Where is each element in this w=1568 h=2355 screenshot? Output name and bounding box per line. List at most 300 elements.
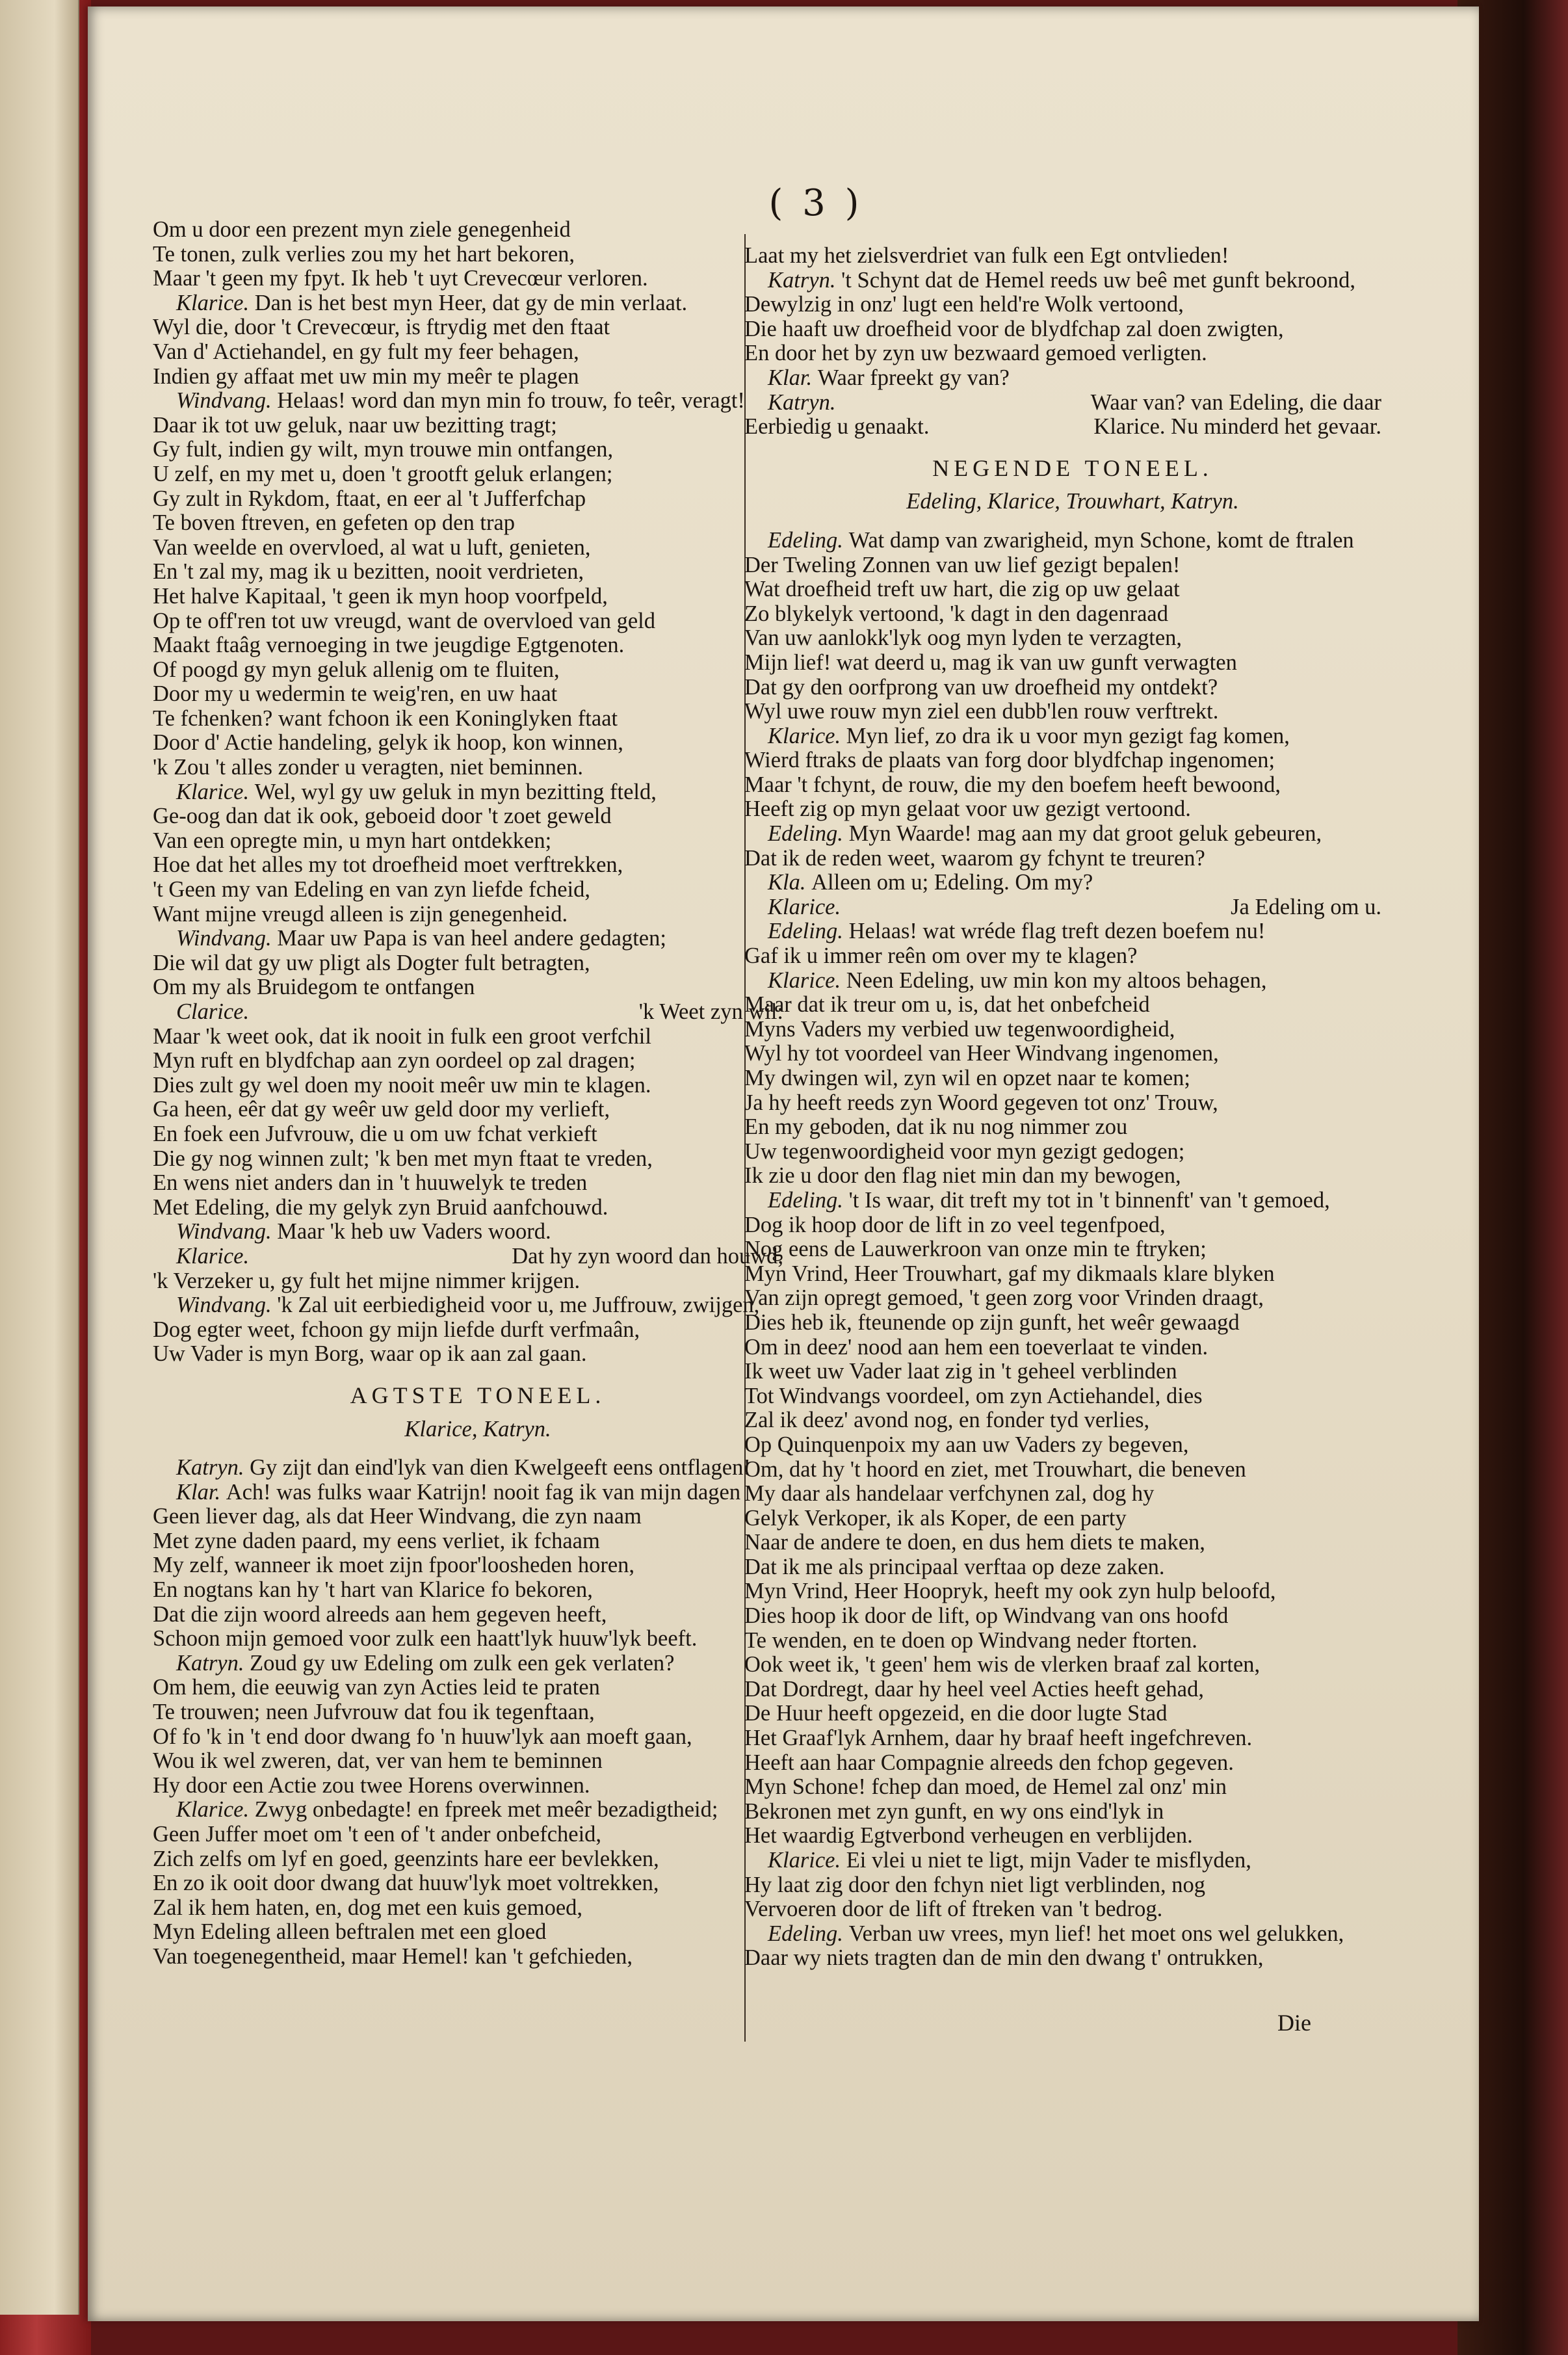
- speaker-name: Windvang.: [176, 926, 278, 951]
- verse-text: Maar uw Papa is van heel andere gedagten;: [277, 926, 666, 951]
- verse-text: Of poogd gy myn geluk allenig om te fluiten,: [153, 657, 560, 682]
- verse-line: [153, 1147, 803, 1172]
- verse-text: Myn lief, zo dra ik u voor myn gezigt fag komen,: [846, 723, 1290, 748]
- verse-text: Het halve Kapitaal, 't geen ik myn hoop voorfpeld,: [153, 583, 608, 609]
- verse-text: Myns Vaders my verbied uw tegenwoordigheid,: [744, 1016, 1175, 1042]
- verse-text: Helaas! word dan myn min fo trouw, fo teêr, veragt!: [277, 388, 745, 414]
- verse-text: Nog eens de Lauwerkroon van onze min te ftryken;: [744, 1237, 1207, 1262]
- verse-text: Dat gy den oorfprong van uw droefheid my ontdekt?: [744, 674, 1218, 700]
- verse-line: [744, 1482, 1401, 1506]
- verse-text: Van weelde en overvloed, al wat u luft, genieten,: [153, 534, 591, 560]
- verse-text: Dies hoop ik door de lift, op Windvang van ons hoofd: [744, 1603, 1229, 1629]
- verse-text: Myn Schone! fchep dan moed, de Hemel zal onz' min: [744, 1774, 1227, 1800]
- verse-line: [153, 609, 803, 634]
- verse-line: [744, 797, 1401, 822]
- verse-text: Met zyne daden paard, my eens verliet, ik fchaam: [153, 1528, 600, 1553]
- verse-line: [153, 682, 803, 707]
- verse-text: Met Edeling, die my gelyk zyn Bruid aanfchouwd.: [153, 1194, 608, 1220]
- speaker-name: Clarice.: [176, 999, 250, 1024]
- verse-text: Van een opregte min, u myn hart ontdekken;: [153, 828, 552, 853]
- verse-line: [153, 731, 803, 756]
- verse-text: Ach! was fulks waar Katrijn! nooit fag ik van mijn dagen: [226, 1479, 741, 1505]
- verse-text: Van zijn opregt gemoed, 't geen zorg voor Vrinden draagt,: [744, 1285, 1264, 1311]
- verse-line: [153, 243, 803, 267]
- scene-9-heading: NEGENDE TONEEL.: [932, 454, 1213, 481]
- verse-line: [153, 1269, 803, 1294]
- verse-text: Maakt ftaâg vernoeging in twe jeugdige Egtgenoten.: [153, 633, 625, 658]
- speaker-name: Edeling.: [768, 527, 849, 553]
- verse-line: [153, 1896, 803, 1921]
- verse-line: [153, 487, 803, 512]
- verse-text: Te wenden, en te doen op Windvang neder ftorten.: [744, 1627, 1197, 1653]
- verse-text-right: 'k Weet zyn wil:: [638, 999, 783, 1024]
- verse-line: [153, 1073, 803, 1098]
- verse-line: [153, 414, 803, 438]
- verse-line: [744, 1824, 1401, 1848]
- verse-text: Om hem, die eeuwig van zyn Acties leid te praten: [153, 1675, 600, 1700]
- speaker-name: Edeling.: [768, 821, 849, 847]
- verse-line: [153, 1025, 803, 1049]
- speaker-name: Katryn.: [768, 267, 842, 293]
- scene-9-characters: Edeling, Klarice, Trouwhart, Katryn.: [906, 489, 1239, 514]
- verse-line: [744, 993, 1401, 1018]
- verse-text: Alleen om u; Edeling. Om my?: [811, 870, 1093, 895]
- verse-text: Dat ik me als principaal verftaa op deze zaken.: [744, 1554, 1165, 1579]
- verse-line: [153, 315, 803, 340]
- verse-line: [153, 1603, 803, 1627]
- verse-text: Myn ruft en blydfchap aan zyn oordeel op zal dragen;: [153, 1048, 636, 1073]
- verse-text: En 't zal my, mag ik u bezitten, nooit verdrieten,: [153, 559, 584, 585]
- verse-line: [153, 291, 803, 316]
- verse-text: Hy door een Actie zou twee Horens overwinnen.: [153, 1772, 590, 1798]
- verse-text: En foek een Jufvrouw, die u om uw fchat verkieft: [153, 1121, 597, 1146]
- verse-text: Van d' Actiehandel, en gy fult my feer behagen,: [153, 339, 579, 364]
- verse-text: Dies zult gy wel doen my nooit meêr uw min te klagen.: [153, 1072, 651, 1098]
- verse-line: [744, 944, 1401, 969]
- verse-line: [153, 780, 803, 805]
- verse-line: [153, 1871, 803, 1896]
- verse-text: En zo ik ooit door dwang dat huuw'lyk moet voltrekken,: [153, 1871, 659, 1896]
- verse-text: Wou ik wel zweren, dat, ver van hem te beminnen: [153, 1748, 603, 1774]
- verse-text: Dat Dordregt, daar hy heel veel Acties heeft gehad,: [744, 1676, 1204, 1702]
- verse-text: Om, dat hy 't hoord en ziet, met Trouwhart, die beneven: [744, 1456, 1246, 1482]
- verse-line: [744, 822, 1401, 847]
- verse-line: [744, 1726, 1401, 1751]
- verse-text: Maar 't fchynt, de rouw, die my den boefem heeft bewoond,: [744, 772, 1281, 797]
- speaker-name: Klarice.: [768, 1848, 846, 1873]
- verse-text: Te tonen, zulk verlies zou my het hart bekoren,: [153, 241, 575, 267]
- verse-line: [153, 1342, 803, 1367]
- verse-text: Gy zijt dan eind'lyk van dien Kwelgeeft eens ontflagen!: [250, 1455, 751, 1480]
- verse-line: [153, 1700, 803, 1725]
- verse-text: Om my als Bruidegom te ontfangen: [153, 975, 475, 1000]
- verse-line: [744, 1873, 1401, 1898]
- verse-line: [153, 1220, 803, 1244]
- verse-text: Ook weet ik, 't geen' hem wis de vlerken braaf zal korten,: [744, 1652, 1261, 1677]
- verse-text: Maar dat ik treur om u, is, dat het onbefcheid: [744, 992, 1150, 1018]
- verse-line: [744, 1213, 1401, 1238]
- verse-text: Dog ik hoop door de lift in zo veel tegenfpoed,: [744, 1212, 1166, 1237]
- verse-line: [153, 365, 803, 389]
- verse-line: [744, 748, 1401, 773]
- verse-text: Ja hy heeft reeds zyn Woord gegeven tot onz' Trouw,: [744, 1090, 1218, 1115]
- verse-text: Laat my het zielsverdriet van fulk een Egt ontvlieden!: [744, 243, 1229, 268]
- right-column-lines: [744, 244, 1401, 440]
- verse-text: U zelf, en my met u, doen 't grootft geluk erlangen;: [153, 461, 613, 486]
- verse-line: [744, 391, 1401, 415]
- verse-line: [744, 1604, 1401, 1629]
- verse-line: [744, 1360, 1401, 1384]
- verse-text: En my geboden, dat ik nu nog nimmer zou: [744, 1114, 1128, 1140]
- verse-line: [153, 1244, 803, 1269]
- verse-line: [153, 1798, 803, 1822]
- verse-text: Gaf ik u immer reên om over my te klagen?: [744, 943, 1138, 969]
- previous-page-edge: [0, 0, 79, 2315]
- verse-text: Indien gy affaat met uw min my meêr te plagen: [153, 363, 579, 389]
- verse-line: [744, 1262, 1401, 1287]
- verse-text: Om in deez' nood aan hem een toeverlaat te vinden.: [744, 1334, 1209, 1360]
- verse-line: [744, 847, 1401, 871]
- verse-text: Eerbiedig u genaakt.: [744, 414, 930, 440]
- verse-text: Wyl uwe rouw myn ziel een dubb'len rouw verftrekt.: [744, 699, 1219, 724]
- verse-text: Hoe dat het alles my tot droefheid moet verftrekken,: [153, 852, 623, 878]
- speaker-name: Windvang.: [176, 388, 278, 414]
- verse-line: [744, 1066, 1401, 1091]
- verse-text: Dan is het best myn Heer, dat gy de min verlaat.: [254, 290, 688, 315]
- verse-line: [153, 438, 803, 462]
- verse-line: [153, 511, 803, 536]
- speaker-name: Klar.: [176, 1479, 226, 1505]
- verse-text: Gelyk Verkoper, ik als Koper, de een party: [744, 1505, 1127, 1531]
- right-column: [744, 244, 1401, 1971]
- verse-text: Ga heen, eêr dat gy weêr uw geld door my verlieft,: [153, 1097, 610, 1122]
- verse-text: Die wil dat gy uw pligt als Dogter fult betragten,: [153, 950, 590, 975]
- verse-text: Ge-oog dan dat ik ook, geboeid door 't zoet geweld: [153, 804, 612, 829]
- verse-line: [744, 341, 1401, 366]
- verse-text: Het waardig Egtverbond verheugen en verblijden.: [744, 1823, 1193, 1848]
- verse-text: Uw Vader is myn Borg, waar op ik aan zal gaan.: [153, 1341, 587, 1367]
- verse-text: Maar 't geen my fpyt. Ik heb 't uyt Crevecœur verloren.: [153, 266, 648, 291]
- speaker-name: Katryn.: [176, 1650, 250, 1676]
- verse-text: My dwingen wil, zyn wil en opzet naar te komen;: [744, 1066, 1190, 1090]
- verse-line: [153, 1553, 803, 1578]
- verse-text: Mijn lief! wat deerd u, mag ik van uw gunft verwagten: [744, 650, 1237, 675]
- verse-text: Die gy nog winnen zult; 'k ben met myn ftaat te vreden,: [153, 1146, 653, 1171]
- verse-line: [744, 1286, 1401, 1311]
- verse-line: [744, 700, 1401, 724]
- verse-text: Op te off'ren tot uw vreugd, want de overvloed van geld: [153, 608, 655, 633]
- verse-text: Der Tweling Zonnen van uw lief gezigt bepalen!: [744, 552, 1181, 577]
- verse-text: Geen Juffer moet om 't een of 't ander onbefcheid,: [153, 1822, 602, 1847]
- verse-text: Wat damp van zwarigheid, myn Schone, komt de ftralen: [848, 527, 1354, 553]
- verse-line: [744, 577, 1401, 602]
- verse-line: [744, 1653, 1401, 1677]
- speaker-name: Klarice.: [768, 723, 846, 748]
- speaker-name: Klarice.: [176, 779, 255, 804]
- scene-9-lines: [744, 529, 1401, 1971]
- verse-line: [153, 902, 803, 927]
- verse-text: Gy zult in Rykdom, ftaat, en eer al 't Jufferfchap: [153, 486, 586, 511]
- speaker-name: Edeling.: [768, 919, 849, 944]
- verse-line: [153, 1456, 803, 1480]
- verse-text: My daar als handelaar verfchynen zal, dog hy: [744, 1481, 1155, 1506]
- verse-line: [744, 1702, 1401, 1726]
- verse-line: [153, 829, 803, 854]
- verse-text: Wyl die, door 't Crevecœur, is ftrydig met den ftaat: [153, 315, 610, 340]
- verse-text: Heeft aan haar Compagnie alreeds den fchop gegeven.: [744, 1750, 1234, 1775]
- verse-text: Uw tegenwoordigheid voor myn gezigt gedogen;: [744, 1138, 1185, 1164]
- verse-line: [744, 244, 1401, 269]
- verse-text: En wens niet anders dan in 't huuwelyk te treden: [153, 1170, 588, 1196]
- verse-text: Helaas! wat wréde flag treft dezen boefem nu!: [848, 919, 1266, 944]
- verse-line: [153, 462, 803, 487]
- verse-text: Ik weet uw Vader laat zig in 't geheel verblinden: [744, 1359, 1177, 1384]
- verse-text: Op Quinquenpoix my aan uw Vaders zy begeven,: [744, 1432, 1189, 1457]
- verse-text: Te fchenken? want fchoon ik een Koninglyken ftaat: [153, 705, 618, 731]
- verse-text: Myn Edeling alleen beftralen met een gloed: [153, 1919, 547, 1945]
- verse-line: [744, 1677, 1401, 1702]
- speaker-name: Klarice.: [176, 1243, 250, 1269]
- verse-text: Dewylzig in onz' lugt een held're Wolk vertoond,: [744, 292, 1184, 317]
- verse-line: [153, 1529, 803, 1554]
- verse-text: Dog egter weet, fchoon gy mijn liefde durft verfmaân,: [153, 1317, 640, 1342]
- verse-line: [153, 975, 803, 1000]
- verse-line: [744, 1042, 1401, 1066]
- speaker-name: Klarice.: [768, 894, 841, 919]
- verse-line: [744, 1775, 1401, 1800]
- verse-text: Van uw aanlokk'lyk oog myn lyden te verzagten,: [744, 625, 1183, 651]
- speaker-name: Klarice.: [176, 290, 255, 315]
- verse-line: [153, 1049, 803, 1073]
- scene-8-heading: AGTSTE TONEEL.: [350, 1382, 606, 1408]
- verse-text: Schoon mijn gemoed voor zulk een haatt'lyk huuw'lyk beeft.: [153, 1626, 698, 1651]
- verse-line: [153, 1945, 803, 1969]
- verse-text: Myn Waarde! mag aan my dat groot geluk gebeuren,: [848, 821, 1322, 847]
- verse-line: [744, 1433, 1401, 1458]
- speaker-name: Klarice.: [768, 967, 846, 993]
- verse-text: 't Schynt dat de Hemel reeds uw beê met gunft bekroond,: [841, 267, 1355, 293]
- verse-line: [744, 919, 1401, 944]
- verse-line: [744, 1018, 1401, 1042]
- verse-text: Myn Vrind, Heer Trouwhart, gaf my dikmaals klare blyken: [744, 1261, 1275, 1286]
- verse-line: [744, 1579, 1401, 1604]
- speaker-name: Katryn.: [176, 1455, 250, 1480]
- verse-text: Zal ik deez' avond nog, en fonder tyd verlies,: [744, 1408, 1150, 1433]
- verse-line: [153, 218, 803, 243]
- verse-text: Te boven ftreven, en gefeten op den trap: [153, 510, 516, 536]
- verse-line: [744, 1164, 1401, 1189]
- verse-line: [744, 317, 1401, 342]
- page-number: ( 3 ): [768, 182, 863, 224]
- verse-text: My zelf, wanneer ik moet zijn fpoor'loosheden horen,: [153, 1553, 635, 1578]
- verse-line: [153, 1122, 803, 1147]
- speaker-name: Kla.: [768, 870, 812, 895]
- verse-line: [153, 1847, 803, 1872]
- catchword: Die: [1277, 2010, 1311, 2036]
- verse-line: [153, 1749, 803, 1774]
- verse-line: [744, 1751, 1401, 1776]
- verse-line: [744, 1848, 1401, 1873]
- verse-text: Daar wy niets tragten dan de min den dwang t' ontrukken,: [744, 1945, 1264, 1971]
- verse-line: [153, 853, 803, 878]
- verse-line: [744, 1531, 1401, 1555]
- verse-line: [153, 560, 803, 585]
- verse-line: [153, 633, 803, 658]
- verse-line: [744, 626, 1401, 651]
- verse-text: Myn Vrind, Heer Hoopryk, heeft my ook zyn hulp beloofd,: [744, 1579, 1276, 1604]
- verse-text: Om u door een prezent myn ziele genegenheid: [153, 217, 571, 242]
- verse-line: [744, 895, 1401, 920]
- scene-8-lines: [153, 1456, 803, 1969]
- verse-text: Zoud gy uw Edeling om zulk een gek verlaten?: [250, 1650, 675, 1676]
- verse-text: Waar fpreekt gy van?: [817, 365, 1010, 390]
- verse-line: [153, 1480, 803, 1505]
- verse-text: Verban uw vrees, myn lief! het moet ons wel gelukken,: [848, 1921, 1344, 1946]
- verse-line: [153, 1627, 803, 1651]
- left-column: [153, 218, 803, 1969]
- verse-text: Die haaft uw droefheid voor de blydfchap zal doen zwigten,: [744, 316, 1284, 341]
- verse-text: Door my u wedermin te weig'ren, en uw haat: [153, 681, 558, 707]
- verse-line: [744, 269, 1401, 293]
- verse-line: [744, 602, 1401, 627]
- verse-line: [153, 1171, 803, 1196]
- verse-line: [744, 1140, 1401, 1164]
- verse-text: Dies heb ik, fteunende op zijn gunft, het weêr gewaagd: [744, 1309, 1240, 1335]
- verse-text-right: Klarice. Nu minderd het gevaar.: [1093, 414, 1381, 440]
- verse-line: [744, 1115, 1401, 1140]
- verse-line: [744, 553, 1401, 578]
- verse-line: [153, 1651, 803, 1676]
- verse-text: Wierd ftraks de plaats van forg door blydfchap ingenomen;: [744, 748, 1275, 773]
- verse-line: [153, 389, 803, 414]
- verse-line: [153, 804, 803, 829]
- speaker-name: Edeling.: [768, 1187, 849, 1213]
- verse-text: Want mijne vreugd alleen is zijn genegenheid.: [153, 901, 568, 927]
- verse-line: [744, 1922, 1401, 1947]
- verse-line: [153, 340, 803, 365]
- verse-line: [744, 529, 1401, 553]
- verse-text: De Huur heeft opgezeid, en die door lugte Stad: [744, 1701, 1168, 1726]
- verse-text: Wel, wyl gy uw geluk in myn bezitting fteld,: [254, 779, 657, 804]
- verse-text: 't Geen my van Edeling en van zyn liefde fcheid,: [153, 877, 590, 902]
- speaker-name: Klar.: [768, 365, 818, 390]
- verse-text: Het Graaf'lyk Arnhem, daar hy braaf heeft ingefchreven.: [744, 1726, 1253, 1751]
- speaker-name: Windvang.: [176, 1293, 278, 1318]
- verse-line: [744, 1237, 1401, 1262]
- verse-text: Neen Edeling, uw min kon my altoos behagen,: [846, 967, 1267, 993]
- verse-text: Vervoeren door de lift of ftreken van 't bedrog.: [744, 1897, 1163, 1922]
- verse-line: [153, 536, 803, 560]
- verse-text: Hy laat zig door den fchyn niet ligt verblinden, nog: [744, 1872, 1205, 1897]
- speaker-name: Windvang.: [176, 1219, 278, 1244]
- verse-text: Ik zie u door den flag niet min dan my bewogen,: [744, 1163, 1181, 1189]
- verse-line: [153, 951, 803, 976]
- verse-line: [744, 651, 1401, 676]
- verse-line: [153, 585, 803, 609]
- verse-line: [744, 969, 1401, 993]
- verse-text: En door het by zyn uw bezwaard gemoed verligten.: [744, 341, 1207, 366]
- verse-line: [153, 756, 803, 780]
- verse-line: [744, 293, 1401, 317]
- verse-text: Van toegenegentheid, maar Hemel! kan 't gefchieden,: [153, 1943, 633, 1969]
- verse-line: [744, 1335, 1401, 1360]
- verse-line: [744, 724, 1401, 749]
- verse-line: [153, 1578, 803, 1603]
- verse-text: Wat droefheid treft uw hart, die zig op uw gelaat: [744, 577, 1180, 602]
- verse-line: [744, 366, 1401, 391]
- verse-text: En nogtans kan hy 't hart van Klarice fo bekoren,: [153, 1577, 593, 1603]
- verse-text: Dat die zijn woord alreeds aan hem gegeven heeft,: [153, 1601, 607, 1627]
- verse-line: [744, 1458, 1401, 1482]
- verse-text: Maar 'k weet ook, dat ik nooit in fulk een groot verfchil: [153, 1023, 651, 1049]
- verse-line: [153, 1098, 803, 1122]
- verse-text: Ei vlei u niet te ligt, mijn Vader te misflyden,: [846, 1848, 1251, 1873]
- verse-line: [744, 1629, 1401, 1653]
- speaker-name: Edeling.: [768, 1921, 849, 1946]
- verse-line: [153, 1822, 803, 1847]
- verse-text: Gy fult, indien gy wilt, myn trouwe min ontfangen,: [153, 437, 614, 462]
- verse-line: [153, 658, 803, 683]
- speaker-name: Katryn.: [768, 389, 836, 415]
- verse-line: [153, 1676, 803, 1700]
- verse-text: Of fo 'k in 't end door dwang fo 'n huuw'lyk aan moeft gaan,: [153, 1724, 692, 1749]
- verse-line: [153, 267, 803, 291]
- verse-text: Maar 'k heb uw Vaders woord.: [277, 1219, 551, 1244]
- verse-text: Heeft zig op myn gelaat voor uw gezigt vertoond.: [744, 796, 1191, 822]
- verse-line: [153, 878, 803, 902]
- left-column-lines: [153, 218, 803, 1367]
- verse-line: [744, 1311, 1401, 1335]
- verse-text: Daar ik tot uw geluk, naar uw bezitting tragt;: [153, 412, 557, 438]
- verse-line: [153, 1774, 803, 1798]
- verse-text: Wyl hy tot voordeel van Heer Windvang ingenomen,: [744, 1041, 1219, 1066]
- verse-line: [153, 1920, 803, 1945]
- verse-line: [744, 1384, 1401, 1409]
- speaker-name: Klarice.: [176, 1797, 255, 1822]
- verse-line: [744, 773, 1401, 798]
- verse-text: Te trouwen; neen Jufvrouw dat fou ik tegenftaan,: [153, 1700, 595, 1725]
- verse-text: Zwyg onbedagte! en fpreek met meêr bezadigtheid;: [254, 1797, 718, 1822]
- verse-text: Dat ik de reden weet, waarom gy fchynt te treuren?: [744, 845, 1205, 871]
- verse-line: [153, 1000, 803, 1025]
- verse-line: [153, 1725, 803, 1750]
- verse-text-right: Dat hy zyn woord dan houwd,: [512, 1243, 783, 1269]
- verse-line: [153, 1505, 803, 1529]
- verse-line: [153, 1318, 803, 1343]
- verse-line: [153, 927, 803, 951]
- verse-text: Door d' Actie handeling, gelyk ik hoop, kon winnen,: [153, 730, 623, 756]
- book-page: [88, 7, 1479, 2321]
- verse-text: Naar de andere te doen, en dus hem diets te maken,: [744, 1530, 1205, 1555]
- verse-line: [744, 1091, 1401, 1116]
- verse-line: [153, 1196, 803, 1220]
- verse-text-right: Waar van? van Edeling, die daar: [1090, 389, 1381, 415]
- verse-line: [744, 1897, 1401, 1922]
- verse-text: Zich zelfs om lyf en goed, geenzints hare eer bevlekken,: [153, 1846, 659, 1871]
- verse-line: [744, 1506, 1401, 1531]
- verse-line: [744, 1800, 1401, 1824]
- verse-text: 'k Zou 't alles zonder u veragten, niet beminnen.: [153, 755, 583, 780]
- verse-text: Zo blykelyk vertoond, 'k dagt in den dagenraad: [744, 601, 1168, 626]
- verse-text: Bekronen met zyn gunft, en wy ons eind'lyk in: [744, 1798, 1164, 1824]
- verse-text: Tot Windvangs voordeel, om zyn Actiehandel, dies: [744, 1383, 1203, 1408]
- verse-text: 'k Zal uit eerbiedigheid voor u, me Juffrouw, zwijgen,: [277, 1293, 760, 1318]
- verse-line: [744, 1946, 1401, 1971]
- scene-8-characters: Klarice, Katryn.: [404, 1416, 551, 1441]
- verse-line: [153, 1293, 803, 1318]
- verse-line: [744, 1408, 1401, 1433]
- verse-line: [744, 1555, 1401, 1580]
